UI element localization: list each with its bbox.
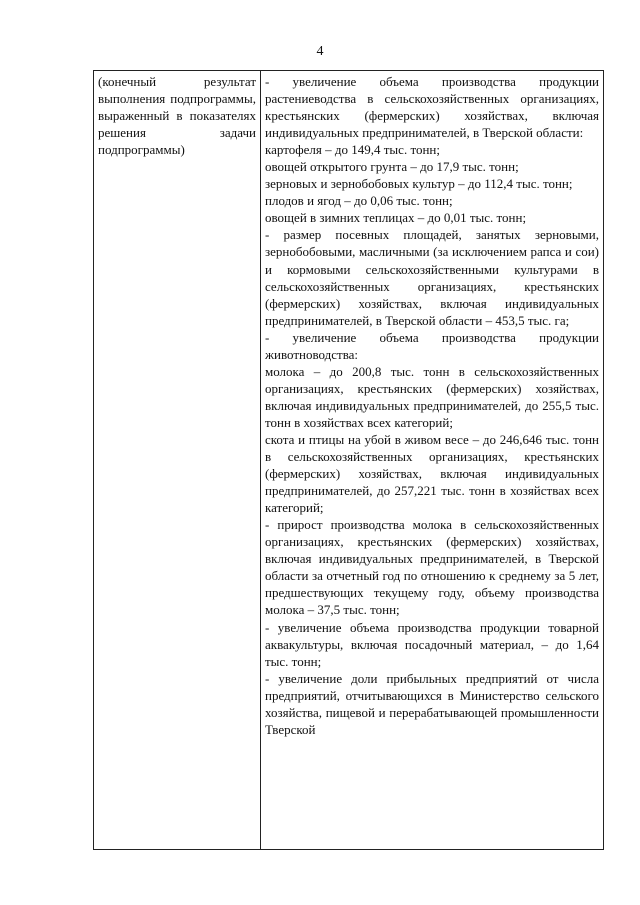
paragraph-2: картофеля – до 149,4 тыс. тонн;	[265, 142, 440, 158]
paragraph-11: - прирост производства молока в сельскохозяйственных организациях, крестьянских (фермерских) хозяйствах, включая индивидуальных предпринимателей, в Тверской области за отчетный год по отношению к среднему за 5 лет, предшествующих текущему году, объему производства молока – 37,5 тыс. тонн;	[265, 517, 599, 618]
paragraph-8: - увеличение объема производства продукции животноводства:	[265, 329, 599, 362]
paragraph-7: - размер посевных площадей, занятых зерновыми, зернобобовыми, масличными (за исключением рапса и сои) и кормовыми сельскохозяйственными культурами в сельскохозяйственных организациях, крестьянских (фермерских) хозяйствах, включая индивидуальных предпринимателей, в Тверской области – 453,5 тыс. га;	[265, 227, 599, 328]
left-cell: (конечный результат выполнения подпрограммы, выраженный в показателях решения задачи подпрограммы)	[94, 71, 261, 850]
table-row	[94, 71, 604, 850]
paragraph-10: скота и птицы на убой в живом весе – до 246,646 тыс. тонн в сельскохозяйственных организациях, крестьянских (фермерских) хозяйствах, включая индивидуальных предпринимателей, до 257,221 тыс. тонн в хозяйствах всех категорий;	[265, 431, 599, 516]
paragraph-13: - увеличение доли прибыльных предприятий от числа предприятий, отчитывающихся в Министерство сельского хозяйства, пищевой и перерабатывающей промышленности Тверской	[265, 670, 599, 737]
right-cell	[261, 71, 604, 850]
paragraph-3: овощей открытого грунта – до 17,9 тыс. тонн;	[265, 159, 519, 175]
paragraph-6: овощей в зимних теплицах – до 0,01 тыс. тонн;	[265, 210, 527, 226]
paragraph-9: молока – до 200,8 тыс. тонн в сельскохозяйственных организациях, крестьянских (фермерских) хозяйствах, включая индивидуальных предпринимателей, до 255,5 тыс. тонн в хозяйствах всех категорий;	[265, 363, 599, 430]
paragraph-5: плодов и ягод – до 0,06 тыс. тонн;	[265, 193, 453, 209]
paragraph-1: - увеличение объема производства продукции растениеводства в сельскохозяйственных организациях, крестьянских (фермерских) хозяйствах, включая индивидуальных предпринимателей, в Тверской области:	[265, 74, 599, 141]
page-number: 4	[316, 44, 324, 59]
paragraph-4: зерновых и зернобобовых культур – до 112,4 тыс. тонн;	[265, 176, 573, 192]
indicator-table	[93, 70, 604, 850]
paragraph-12: - увеличение объема производства продукции товарной аквакультуры, включая посадочный материал, – до 1,64 тыс. тонн;	[265, 619, 599, 669]
